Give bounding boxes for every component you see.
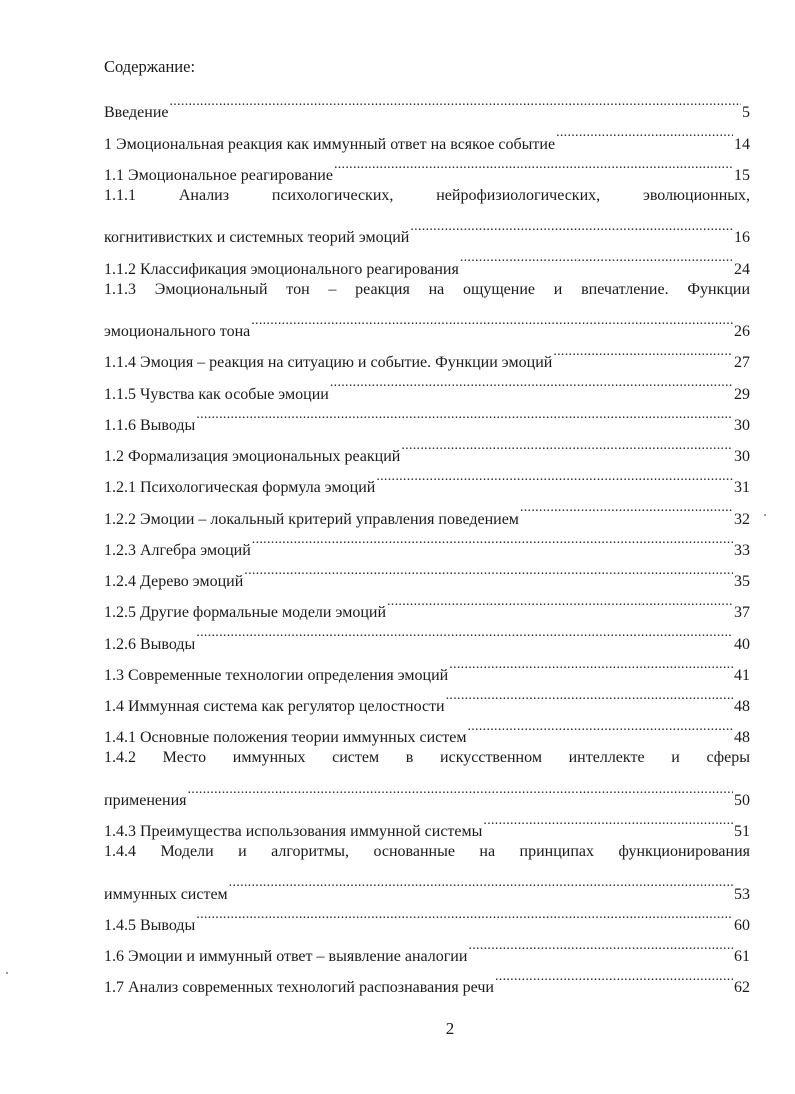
dot-leader	[446, 680, 733, 711]
toc-entry-page: 51	[734, 823, 750, 840]
toc-entry-page: 60	[734, 916, 750, 934]
toc-heading: Содержание:	[104, 57, 196, 76]
toc-entry	[104, 617, 750, 653]
toc-entry	[104, 86, 750, 122]
dot-leader	[188, 774, 734, 805]
toc-entry-page: 24	[734, 260, 750, 278]
toc-entry	[104, 430, 750, 465]
toc-entry-page: 50	[734, 791, 750, 809]
page-number: 2	[445, 1019, 455, 1038]
dot-leader	[483, 805, 733, 836]
toc-entry-label: 1.1.2 Классификация эмоционального реагирования	[104, 260, 459, 278]
toc-entry-label: 1.1.5 Чувства как особые эмоции	[104, 385, 329, 403]
dot-leader	[196, 617, 733, 648]
toc-entry-label: Введение	[104, 104, 169, 122]
toc-entry-page: 31	[734, 479, 750, 497]
toc-entry-first-line: 1.4.2 Место иммунных систем в искусственном интеллекте и сферы	[104, 749, 750, 767]
toc-entry-page: 62	[734, 979, 750, 997]
toc-entry-page: 27	[734, 354, 750, 372]
toc-entry	[104, 399, 750, 434]
toc-entry-label: иммунных систем	[104, 885, 228, 903]
toc-entry-label: 1.2.5 Другие формальные модели эмоций	[104, 604, 386, 622]
toc-entry-label: 1.1 Эмоциональное реагирование	[104, 166, 333, 184]
toc-entry-page: 48	[734, 729, 750, 747]
toc-entry	[104, 805, 750, 840]
toc-entry-page: 26	[734, 323, 750, 340]
dot-leader	[495, 961, 733, 992]
dot-leader	[460, 242, 733, 273]
dot-leader	[449, 649, 733, 680]
scan-speck	[6, 972, 8, 974]
toc-entry-page: 29	[734, 385, 750, 403]
toc-entry-label: 1.6 Эмоции и иммунный ответ – выявление аналогии	[104, 948, 468, 965]
toc-entry-page: 14	[734, 135, 750, 153]
toc-entry-label: 1 Эмоциональная реакция как иммунный ответ на всякое событие	[104, 135, 556, 153]
toc-entry-label: 1.4.3 Преимущества использования иммунной системы	[104, 823, 483, 840]
toc-entry-label: 1.4.1 Основные положения теории иммунных систем	[104, 729, 467, 747]
toc-entry-page: 33	[734, 541, 750, 559]
toc-entry-label: 1.2.2 Эмоции – локальный критерий управления поведением	[104, 510, 519, 528]
toc-entry-page: 16	[734, 229, 750, 247]
toc-entry-label: 1.2.3 Алгебра эмоций	[104, 541, 251, 559]
toc-entry-label: 1.1.4 Эмоция – реакция на ситуацию и событие. Функции эмоций	[104, 354, 553, 372]
toc-entry-page: 5	[742, 104, 750, 122]
toc-entry	[104, 305, 750, 340]
dot-leader	[251, 305, 733, 336]
toc-entry-page: 30	[734, 416, 750, 434]
toc-entry-page: 53	[734, 885, 750, 903]
toc-entry-label: 1.2.1 Психологическая формула эмоций	[104, 479, 376, 497]
dot-leader	[334, 149, 733, 180]
toc-entry-label: 1.1.6 Выводы	[104, 416, 196, 434]
toc-entry	[104, 649, 750, 684]
dot-leader	[196, 899, 733, 930]
dot-leader	[229, 867, 733, 898]
toc-entry-page: 30	[734, 448, 750, 465]
toc-entry-page: 40	[734, 635, 750, 653]
toc-entry-page: 61	[734, 948, 750, 965]
dot-leader	[410, 211, 733, 242]
toc-entry-page: 35	[734, 573, 750, 590]
dot-leader	[387, 586, 733, 617]
dot-leader	[244, 555, 733, 586]
toc-entry-first-line: 1.4.4 Модели и алгоритмы, основанные на принципах функционирования	[104, 843, 750, 860]
dot-leader	[330, 367, 733, 398]
toc-entry-page: 48	[734, 698, 750, 715]
toc-entry	[104, 774, 750, 809]
toc-entry-label: 1.2.6 Выводы	[104, 635, 196, 653]
dot-leader	[468, 930, 733, 961]
dot-leader	[520, 492, 733, 523]
toc-entry-label: применения	[104, 791, 187, 809]
toc-entry	[104, 211, 750, 247]
dot-leader	[553, 336, 733, 367]
dot-leader	[556, 117, 733, 148]
toc-entry-page: 32	[734, 510, 750, 528]
dot-leader	[170, 86, 742, 117]
dot-leader	[196, 399, 733, 430]
dot-leader	[376, 461, 733, 492]
toc-entry-page: 41	[734, 666, 750, 684]
dot-leader	[467, 711, 733, 742]
toc-entry	[104, 899, 750, 934]
toc-entry-page: 37	[734, 604, 750, 622]
toc-entry	[104, 930, 750, 965]
toc-entry-label: эмоционального тона	[104, 323, 251, 340]
toc-entry-first-line: 1.1.3 Эмоциональный тон – реакция на ощущение и впечатление. Функции	[104, 280, 750, 298]
toc-entry-first-line: 1.1.1 Анализ психологических, нейрофизиологических, эволюционных,	[104, 186, 750, 204]
dot-leader	[252, 524, 733, 555]
toc-entry-label: 1.2 Формализация эмоциональных реакций	[104, 448, 401, 465]
toc-entry-label: 1.3 Современные технологии определения эмоций	[104, 666, 449, 684]
toc-entry-label: 1.2.4 Дерево эмоций	[104, 573, 244, 590]
toc-entry-label: 1.7 Анализ современных технологий распознавания речи	[104, 979, 494, 997]
toc-entry-label: 1.4 Иммунная система как регулятор целостности	[104, 698, 445, 715]
scan-speck	[764, 514, 766, 516]
toc-entry-label: когнитивистких и системных теорий эмоций	[104, 229, 410, 247]
toc-entry-page: 15	[734, 166, 750, 184]
table-of-contents	[104, 86, 750, 997]
toc-entry-label: 1.4.5 Выводы	[104, 916, 196, 934]
dot-leader	[401, 430, 733, 461]
toc-entry	[104, 867, 750, 903]
toc-entry	[104, 117, 750, 153]
